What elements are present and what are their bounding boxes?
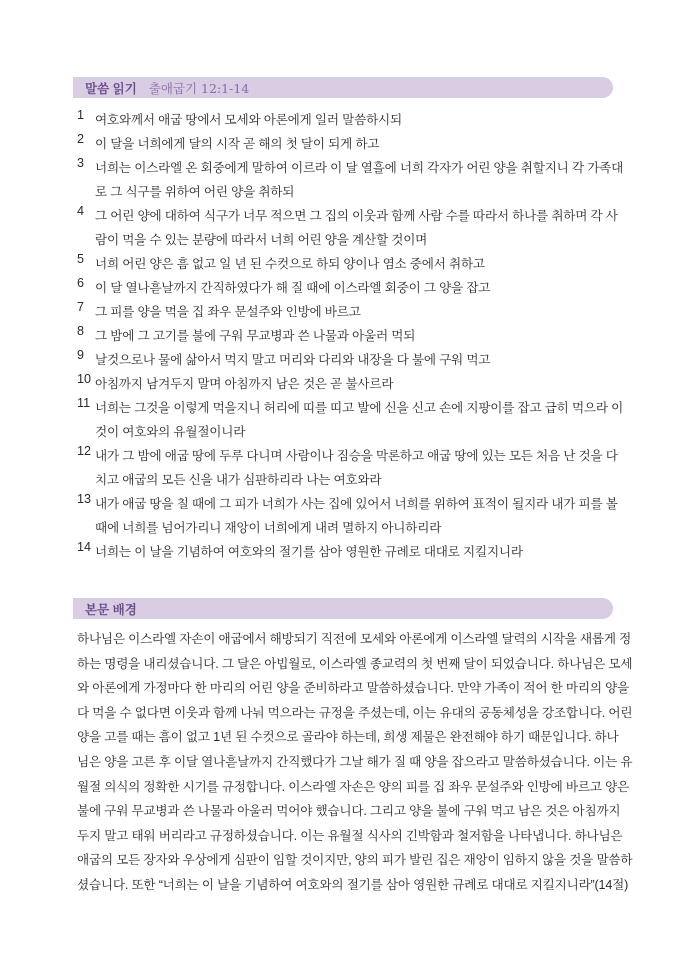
verse-number: 8 (77, 324, 85, 338)
verse (77, 276, 613, 300)
verse-number: 4 (77, 204, 85, 218)
verse-text (95, 324, 613, 348)
paragraph-line: 셨습니다. 또한 “너희는 이 날을 기념하여 여호와의 절기를 삼아 영원한 규례로 대대로 지킬지니라”(14절) (77, 877, 629, 892)
background-header (73, 598, 613, 619)
verse (77, 132, 613, 156)
verse-text (95, 132, 613, 156)
verse-line: 그 밤에 그 고기를 불에 구워 무교병과 쓴 나물과 아울러 먹되 (95, 329, 416, 343)
verse-text (95, 300, 613, 324)
background-paragraph (77, 627, 633, 898)
verse-number: 6 (77, 276, 85, 290)
paragraph-line: 님은 양을 고른 후 이달 열나흗날까지 간직했다가 그날 해가 질 때 양을 잡으라고 말씀하셨습니다. 이는 유 (77, 754, 633, 769)
verse-line: 너희는 이 날을 기념하여 여호와의 절기를 삼아 영원한 규례로 대대로 지킬지니라 (95, 545, 523, 559)
scripture-reference: 출애굽기 12:1-14 (148, 80, 250, 96)
paragraph-line: 양을 고를 때는 흠이 없고 1년 된 수컷으로 골라야 하는데, 희생 제물은 완전해야 하기 때문입니다. 하나 (77, 730, 619, 745)
verse-line: 내가 그 밤에 애굽 땅에 두루 다니며 사람이나 짐승을 막론하고 애굽 땅에 있는 모든 처음 난 것을 다 (95, 449, 618, 463)
verse-text (95, 444, 618, 492)
verse (77, 156, 624, 204)
verse-text (95, 252, 613, 276)
verse-line: 그 피를 양을 먹을 집 좌우 문설주와 인방에 바르고 (95, 305, 361, 319)
verse-text (95, 540, 613, 564)
verse-line: 내가 애굽 땅을 칠 때에 그 피가 너희가 사는 집에 있어서 너희를 위하여 표적이 될지라 내가 피를 볼 (95, 497, 618, 511)
verse (77, 252, 613, 276)
verse-text (95, 156, 623, 204)
reading-header (73, 77, 613, 98)
verse-number: 1 (77, 108, 85, 122)
verse (77, 444, 618, 492)
verse-text (95, 396, 623, 444)
verse-text (95, 348, 613, 372)
paragraph-line: 애굽의 모든 장자와 우상에게 심판이 임할 것이지만, 양의 피가 발린 집은 재앙이 임하지 않을 것을 말씀하 (77, 853, 633, 868)
verse-line: 그 어린 양에 대하여 식구가 너무 적으면 그 집의 이웃과 함께 사람 수를 따라서 하나를 취하며 각 사 (95, 209, 618, 223)
verse-text (95, 372, 613, 396)
verse-number: 13 (77, 492, 92, 506)
verse-line: 너희 어린 양은 흠 없고 일 년 된 수컷으로 하되 양이나 염소 중에서 취하고 (95, 257, 485, 271)
verse-line: 너희는 그것을 이렇게 먹을지니 허리에 띠를 띠고 발에 신을 신고 손에 지팡이를 잡고 급히 먹으라 이 (95, 401, 624, 415)
verse (77, 300, 613, 324)
verse-text (95, 204, 618, 252)
paragraph-line: 하나님은 이스라엘 자손이 애굽에서 해방되기 직전에 모세와 아론에게 이스라엘 달력의 시작을 새롭게 정 (77, 632, 632, 646)
verse-number: 12 (77, 444, 92, 458)
verse-line: 때에 너희를 넘어가리니 재앙이 너희에게 내려 멸하지 아니하리라 (95, 521, 442, 535)
verse-line: 아침까지 남겨두지 말며 아침까지 남은 것은 곧 불사르라 (95, 377, 394, 391)
verse (77, 324, 613, 348)
verse-line: 여호와께서 애굽 땅에서 모세와 아론에게 일러 말씀하시되 (95, 113, 402, 127)
paragraph-line: 두지 말고 태워 버리라고 규정하셨습니다. 이는 유월절 식사의 긴박함과 철저함을 나타냅니다. 하나님은 (77, 828, 623, 843)
verse-line: 날것으로나 물에 삶아서 먹지 말고 머리와 다리와 내장을 다 불에 구워 먹고 (95, 353, 491, 367)
verse-number: 3 (77, 156, 85, 170)
paragraph-line: 다 먹을 수 없다면 이웃과 함께 나눠 먹으라는 규정을 주셨는데, 이는 유대의 공동체성을 강조합니다. 어린 (77, 705, 633, 720)
verse (77, 396, 624, 444)
verse-number: 11 (77, 396, 91, 410)
verse-line: 로 그 식구를 위하여 어린 양을 취하되 (95, 185, 295, 199)
paragraph-line: 와 아론에게 가정마다 한 마리의 어린 양을 준비하라고 말씀하셨습니다. 만약 가족이 적어 한 마리의 양을 (77, 681, 630, 696)
verse-line: 너희는 이스라엘 온 회중에게 말하여 이르라 이 달 열흘에 너희 각자가 어린 양을 취할지니 각 가족대 (95, 161, 624, 175)
verse-list (77, 108, 624, 564)
verse (77, 540, 613, 564)
verse-text (95, 492, 618, 540)
paragraph-line: 월절 의식의 정확한 시기를 규정합니다. 이스라엘 자손은 양의 피를 집 좌우 문설주와 인방에 바르고 양은 (77, 779, 630, 794)
background-title: 본문 배경 (85, 602, 137, 617)
paragraph-line: 하는 명령을 내리셨습니다. 그 달은 아빕월로, 이스라엘 종교력의 첫 번째 달이 되었습니다. 하나님은 모세 (77, 656, 633, 671)
verse-number: 7 (77, 300, 85, 314)
verse-number: 5 (77, 252, 85, 266)
verse-number: 14 (77, 540, 92, 554)
paragraph-line: 불에 구워 무교병과 쓴 나물과 아울러 먹어야 했습니다. 그리고 양을 불에 구워 먹고 남은 것은 아침까지 (77, 804, 621, 819)
verse-line: 람이 먹을 수 있는 분량에 따라서 너희 어린 양을 계산할 것이며 (95, 233, 428, 247)
verse-number: 2 (77, 132, 85, 146)
verse-text (95, 108, 613, 132)
verse-line: 것이 여호와의 유월절이니라 (95, 425, 246, 439)
verse-line: 치고 애굽의 모든 신을 내가 심판하리라 나는 여호와라 (95, 473, 382, 487)
reading-title: 말씀 읽기 (85, 81, 137, 96)
verse-line: 이 달 열나흗날까지 간직하였다가 해 질 때에 이스라엘 회중이 그 양을 잡고 (95, 281, 491, 295)
verse (77, 204, 618, 252)
verse-text (95, 276, 613, 300)
verse (77, 372, 613, 396)
verse-number: 10 (77, 372, 92, 386)
verse (77, 348, 613, 372)
verse-line: 이 달을 너희에게 달의 시작 곧 해의 첫 달이 되게 하고 (95, 137, 380, 151)
verse-number: 9 (77, 348, 85, 362)
verse (77, 108, 613, 132)
verse (77, 492, 618, 540)
